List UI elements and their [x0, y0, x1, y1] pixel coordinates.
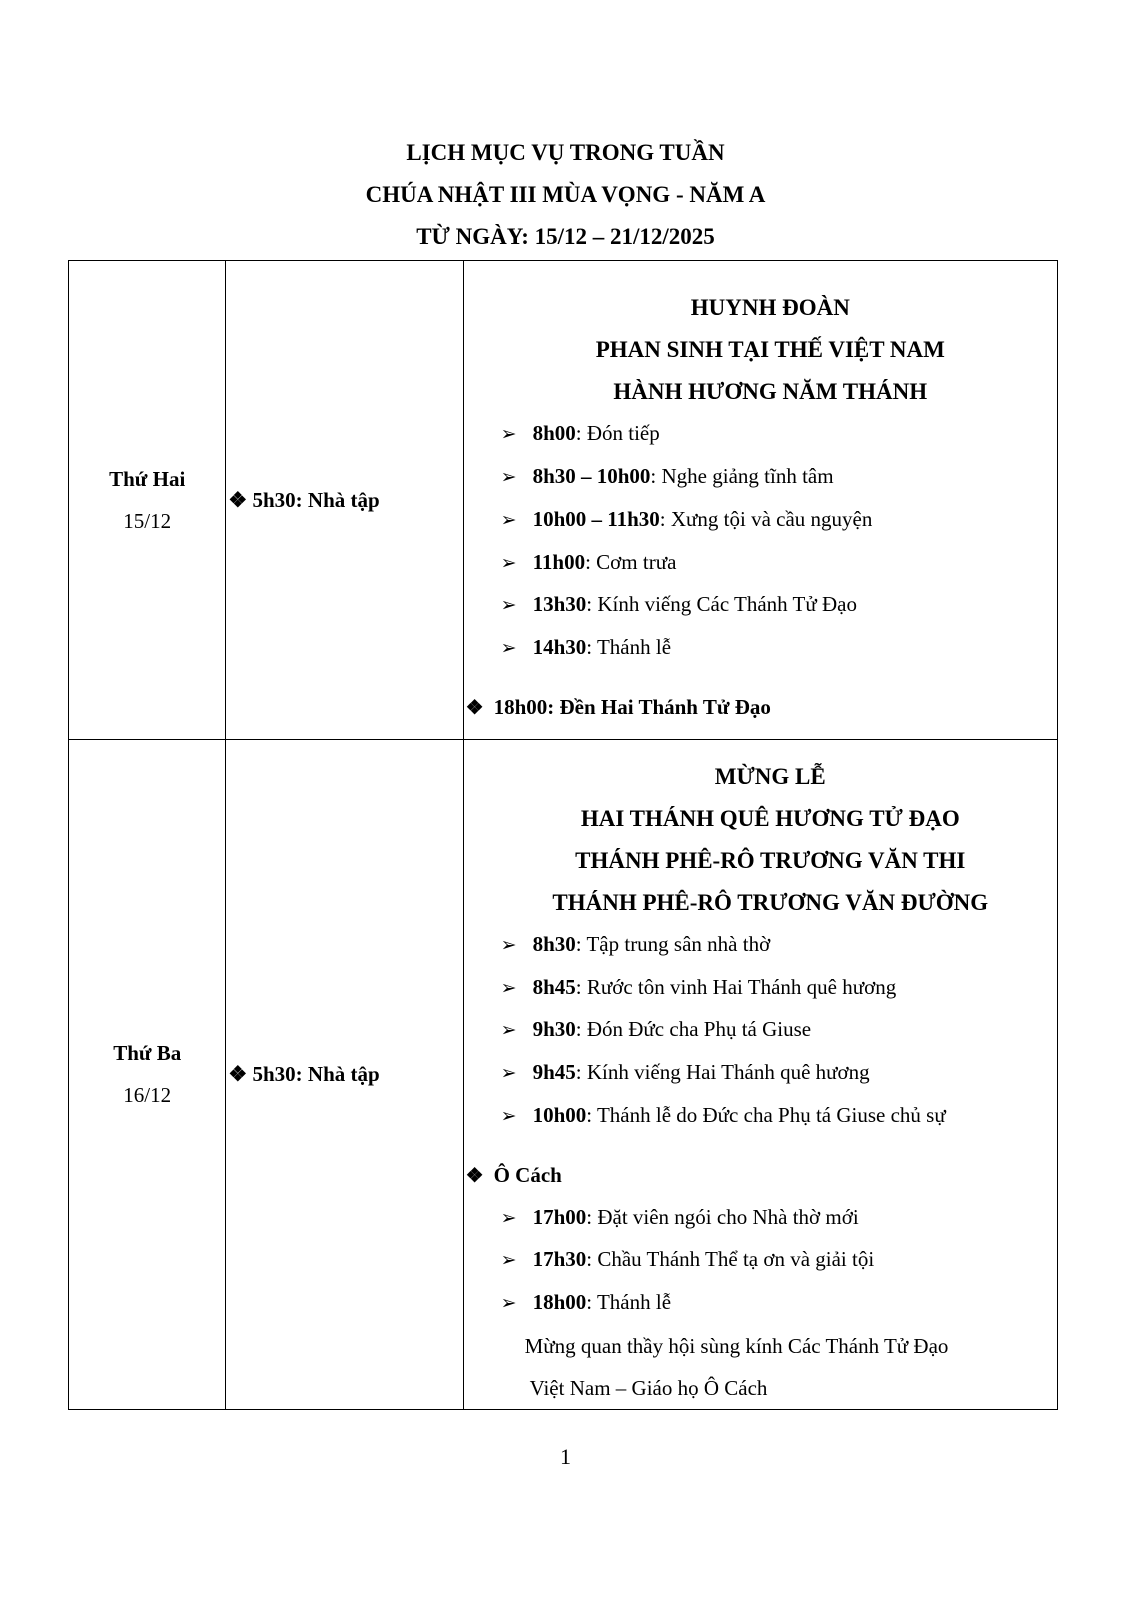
event-title: THÁNH PHÊ-RÔ TRƯƠNG VĂN THI: [575, 848, 966, 873]
item-time: 11h00: [532, 549, 586, 574]
note-line: Việt Nam – Giáo họ Ô Cách: [529, 1375, 768, 1400]
item-time: 14h30: [532, 634, 587, 659]
item-time: 17h00: [532, 1204, 587, 1229]
schedule-row-tuesday: [69, 740, 1058, 1410]
diamond-bullet-icon: ❖: [465, 696, 484, 719]
diamond-bullet-icon: ❖: [228, 487, 248, 512]
arrow-bullet-icon: ➢: [500, 637, 517, 659]
schedule-table: [68, 260, 1058, 1410]
arrow-bullet-icon: ➢: [500, 1207, 517, 1229]
day-cell: [69, 740, 226, 1410]
list-item: [464, 1282, 1057, 1325]
arrow-bullet-icon: ➢: [500, 1250, 517, 1272]
list-item: [464, 584, 1057, 627]
item-time: 8h30 – 10h00: [532, 464, 651, 489]
list-item: [464, 1009, 1057, 1052]
event-title: PHAN SINH TẠI THẾ VIỆT NAM: [595, 337, 945, 363]
item-time: 8h45: [532, 974, 576, 999]
note-line: Mừng quan thầy hội sùng kính Các Thánh Tử Đạo: [524, 1333, 949, 1358]
event-title: HUYNH ĐOÀN: [690, 295, 850, 321]
item-time: 18h00: [532, 1289, 587, 1314]
list-item: [464, 1197, 1057, 1240]
item-text: : Chầu Thánh Thể tạ ơn và giải tội: [586, 1247, 875, 1272]
arrow-bullet-icon: ➢: [500, 424, 517, 446]
arrow-bullet-icon: ➢: [500, 552, 517, 574]
list-item: [464, 456, 1057, 499]
page-number: 1: [560, 1444, 571, 1469]
day-cell: [69, 261, 226, 740]
arrow-bullet-icon: ➢: [500, 595, 517, 617]
list-item: [464, 542, 1057, 585]
header-subtitle: CHÚA NHẬT III MÙA VỌNG - NĂM A: [365, 182, 766, 207]
item-time: 8h00: [532, 421, 576, 446]
list-item: [464, 499, 1057, 542]
list-item: [464, 1239, 1057, 1282]
event-title: HAI THÁNH QUÊ HƯƠNG TỬ ĐẠO: [580, 806, 960, 831]
early-mass-cell: [226, 740, 463, 1410]
item-text: : Thánh lễ: [586, 634, 672, 659]
item-time: 13h30: [532, 592, 587, 617]
arrow-bullet-icon: ➢: [500, 935, 517, 956]
item-time: 10h00: [532, 1102, 587, 1127]
item-text: : Kính viếng Các Thánh Tử Đạo: [586, 592, 857, 617]
day-name: Thứ Hai: [109, 467, 186, 491]
diamond-bullet-icon: ❖: [228, 1061, 248, 1086]
item-time: 10h00 – 11h30: [532, 506, 660, 531]
item-text: : Kính viếng Hai Thánh quê hương: [575, 1060, 870, 1085]
item-text: : Đặt viên ngói cho Nhà thờ mới: [586, 1204, 859, 1229]
event-title: HÀNH HƯƠNG NĂM THÁNH: [613, 379, 928, 405]
arrow-bullet-icon: ➢: [500, 977, 517, 999]
arrow-bullet-icon: ➢: [500, 1105, 517, 1127]
section-heading-text: Ô Cách: [493, 1162, 562, 1187]
item-text: : Nghe giảng tĩnh tâm: [650, 464, 834, 489]
early-mass-cell: [226, 261, 463, 740]
item-time: 17h30: [532, 1247, 587, 1272]
item-time: 9h45: [532, 1060, 576, 1085]
early-mass-text: 5h30: Nhà tập: [252, 1061, 380, 1086]
day-date: 16/12: [123, 1083, 172, 1108]
day-name: Thứ Ba: [113, 1041, 182, 1066]
arrow-bullet-icon: ➢: [500, 1292, 517, 1314]
closing-event-text: 18h00: Đền Hai Thánh Tử Đạo: [493, 694, 771, 719]
list-item: [464, 1052, 1057, 1095]
list-item: [464, 967, 1057, 1010]
day-date: 15/12: [123, 509, 172, 533]
list-item: [464, 924, 1057, 967]
header-date-range: TỪ NGÀY: 15/12 – 21/12/2025: [416, 224, 715, 249]
item-text: : Xưng tội và cầu nguyện: [659, 506, 873, 531]
diamond-bullet-icon: ❖: [465, 1164, 484, 1187]
list-item: [464, 413, 1057, 456]
section-heading: [464, 1154, 1057, 1197]
item-text: : Đón Đức cha Phụ tá Giuse: [575, 1017, 812, 1042]
event-cell: [463, 261, 1057, 740]
item-time: 8h30: [532, 932, 576, 956]
item-text: : Cơm trưa: [585, 549, 677, 574]
item-text: : Tập trung sân nhà thờ: [575, 932, 771, 956]
list-item: [464, 1095, 1057, 1138]
event-title: THÁNH PHÊ-RÔ TRƯƠNG VĂN ĐƯỜNG: [552, 890, 989, 915]
item-text: : Rước tôn vinh Hai Thánh quê hương: [575, 974, 897, 999]
item-text: : Thánh lễ do Đức cha Phụ tá Giuse chủ sự: [586, 1102, 946, 1127]
event-cell: [463, 740, 1057, 1410]
item-text: : Đón tiếp: [575, 421, 660, 446]
arrow-bullet-icon: ➢: [500, 1063, 517, 1085]
arrow-bullet-icon: ➢: [500, 509, 517, 531]
closing-event: [464, 686, 1057, 729]
arrow-bullet-icon: ➢: [500, 1020, 517, 1042]
item-time: 9h30: [532, 1017, 576, 1042]
early-mass-text: 5h30: Nhà tập: [252, 487, 380, 512]
page-header: [0, 132, 1131, 258]
list-item: [464, 627, 1057, 670]
header-title: LỊCH MỤC VỤ TRONG TUẦN: [406, 140, 725, 165]
arrow-bullet-icon: ➢: [500, 467, 517, 489]
event-title: MỪNG LỄ: [714, 764, 826, 789]
item-text: : Thánh lễ: [586, 1289, 672, 1314]
schedule-row-monday: [69, 261, 1058, 740]
